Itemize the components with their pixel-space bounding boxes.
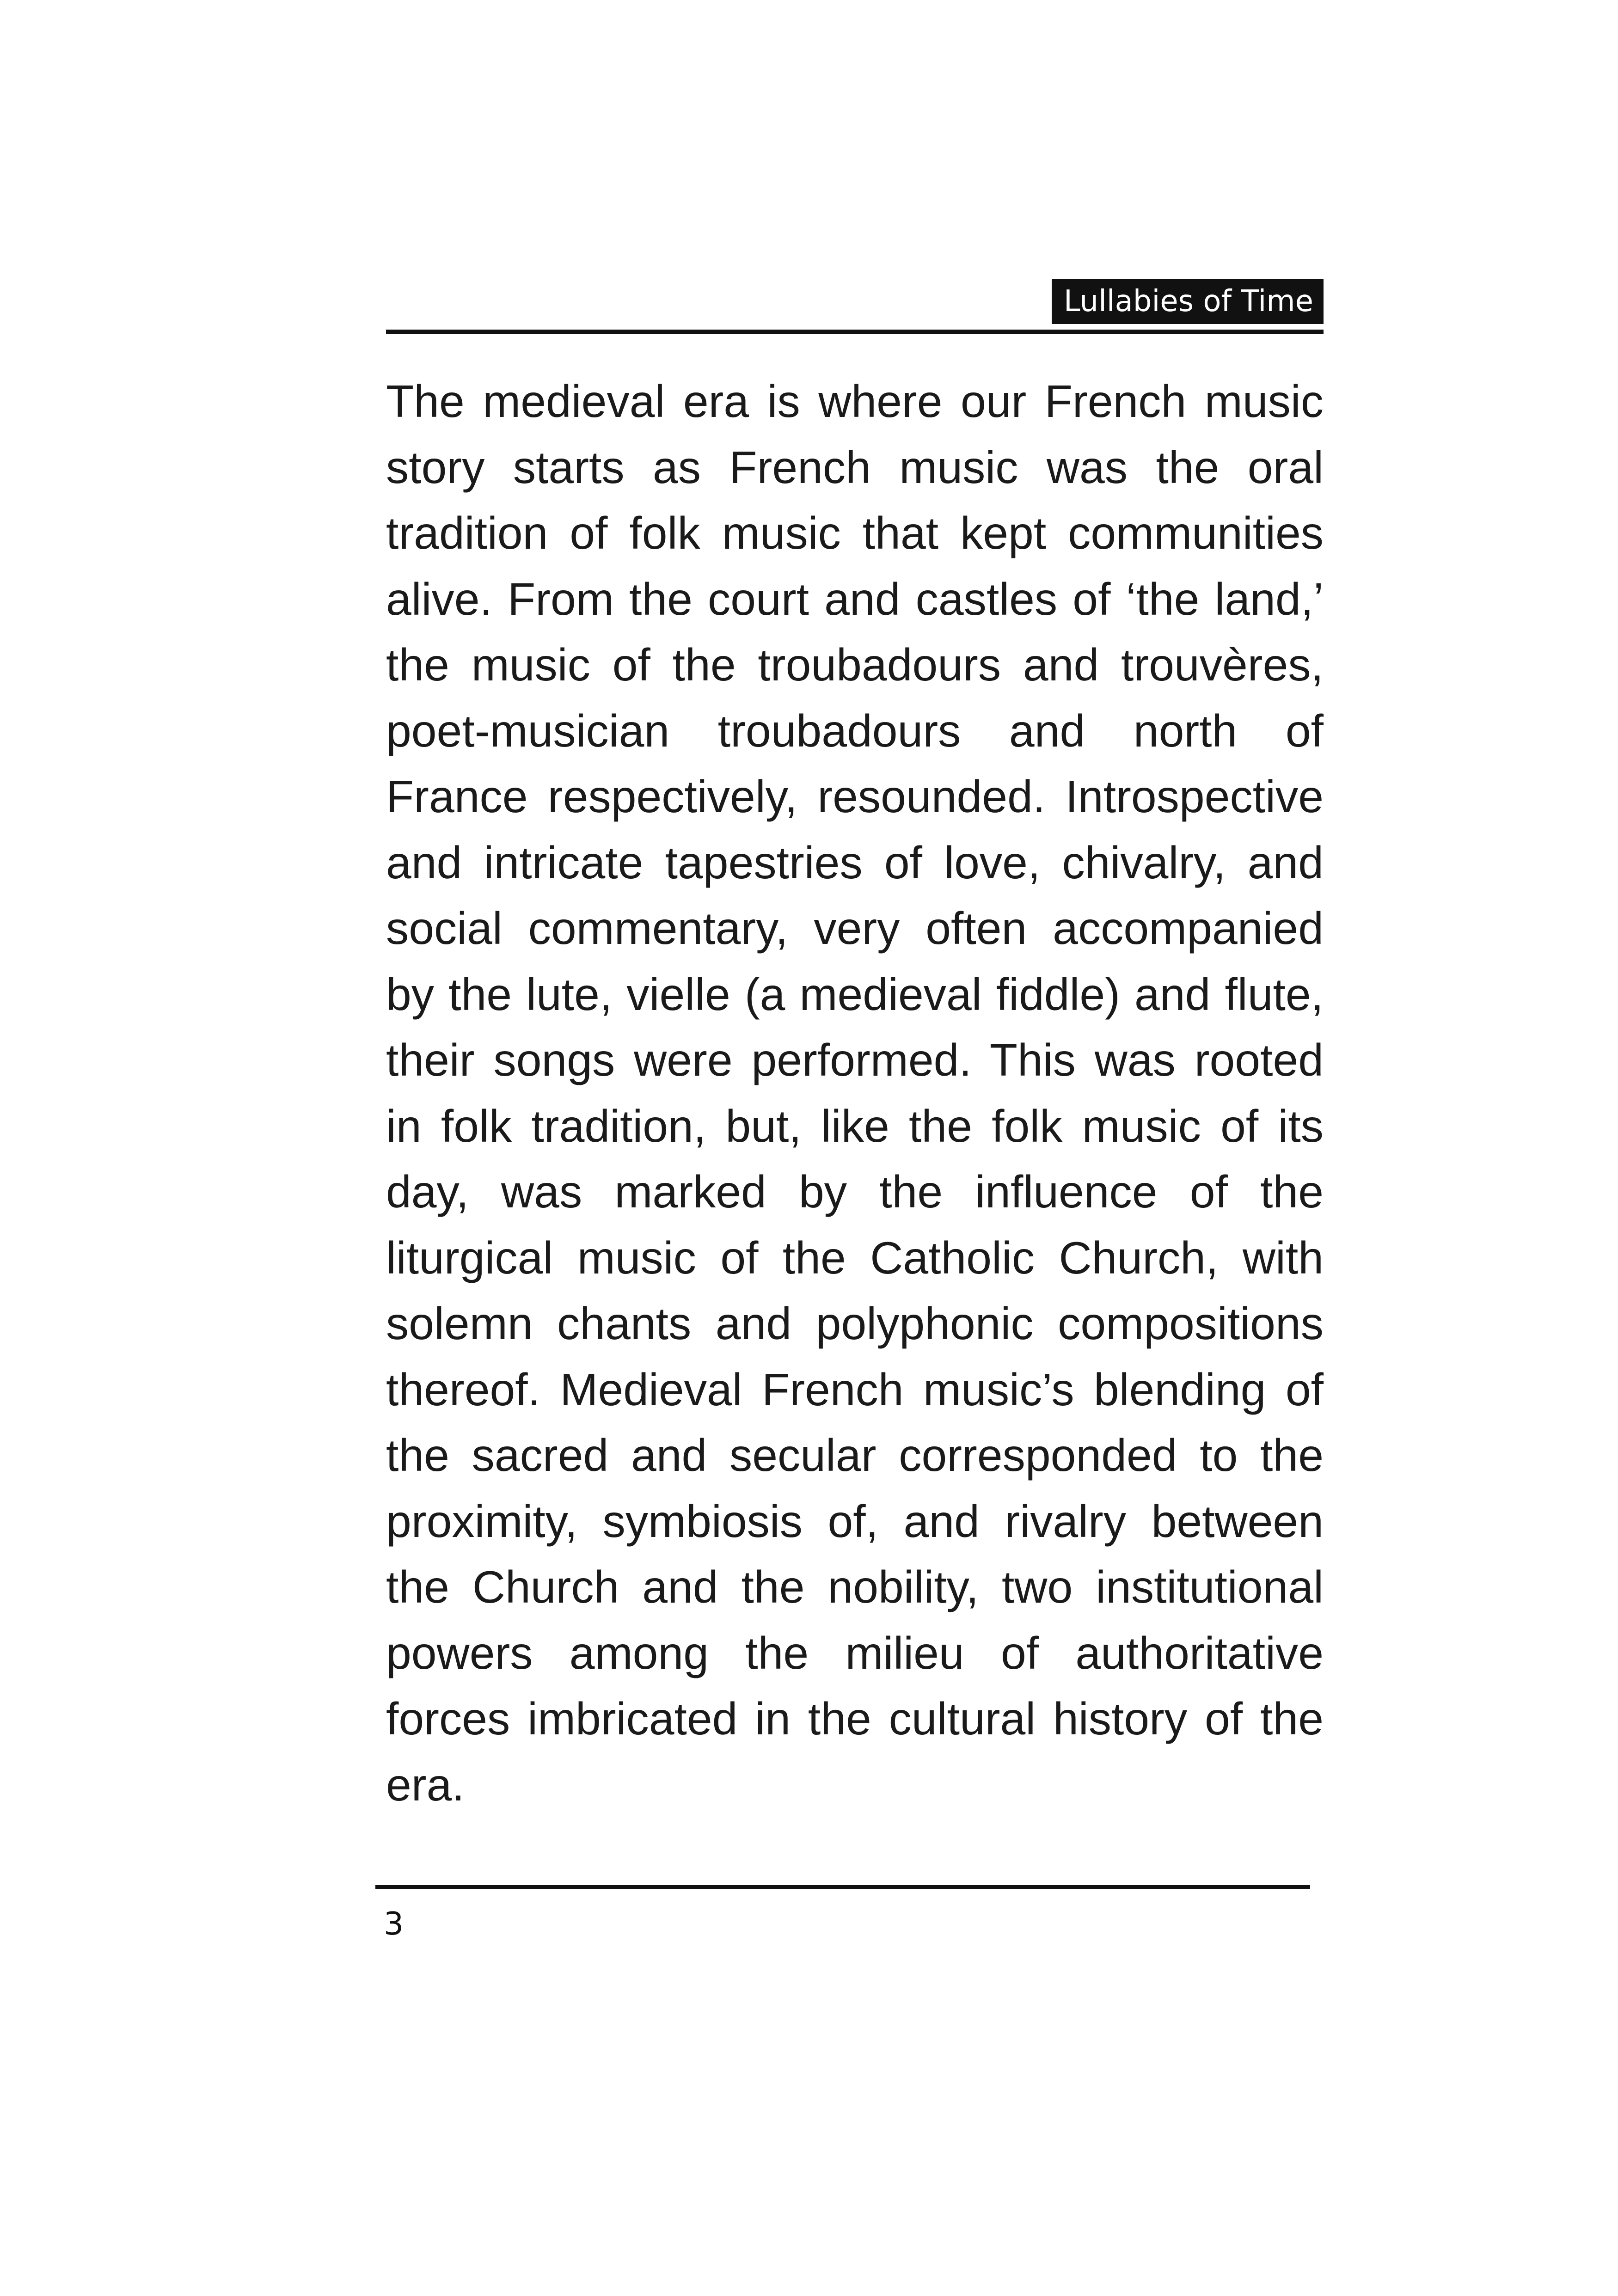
header-divider — [386, 330, 1324, 334]
page-number: 3 — [384, 1906, 404, 1942]
footer-divider — [375, 1885, 1310, 1889]
body-paragraph: The medieval era is where our French music story starts as French music was the oral tradition of folk music that kept communities alive. From the court and castles of ‘the land,’ the music of the troubadours and trouvères, poet-musician troubadours and north of France respectively, resounded. Introspective and intricate tapestries of love, chivalry, and social commentary, very often accompanied by the lute, vielle (a medieval fiddle) and flute, their songs were performed. This was rooted in folk tradition, but, like the folk music of its day, was marked by the influence of the liturgical music of the Catholic Church, with solemn chants and polyphonic compositions thereof. Medieval French music’s blending of the sacred and secular corresponded to the proximity, symbiosis of, and rivalry between the Church and the nobility, two institutional powers among the milieu of authoritative forces imbricated in the cultural history of the era. — [386, 376, 1324, 1810]
running-header-title: Lullabies of Time — [1052, 279, 1324, 324]
